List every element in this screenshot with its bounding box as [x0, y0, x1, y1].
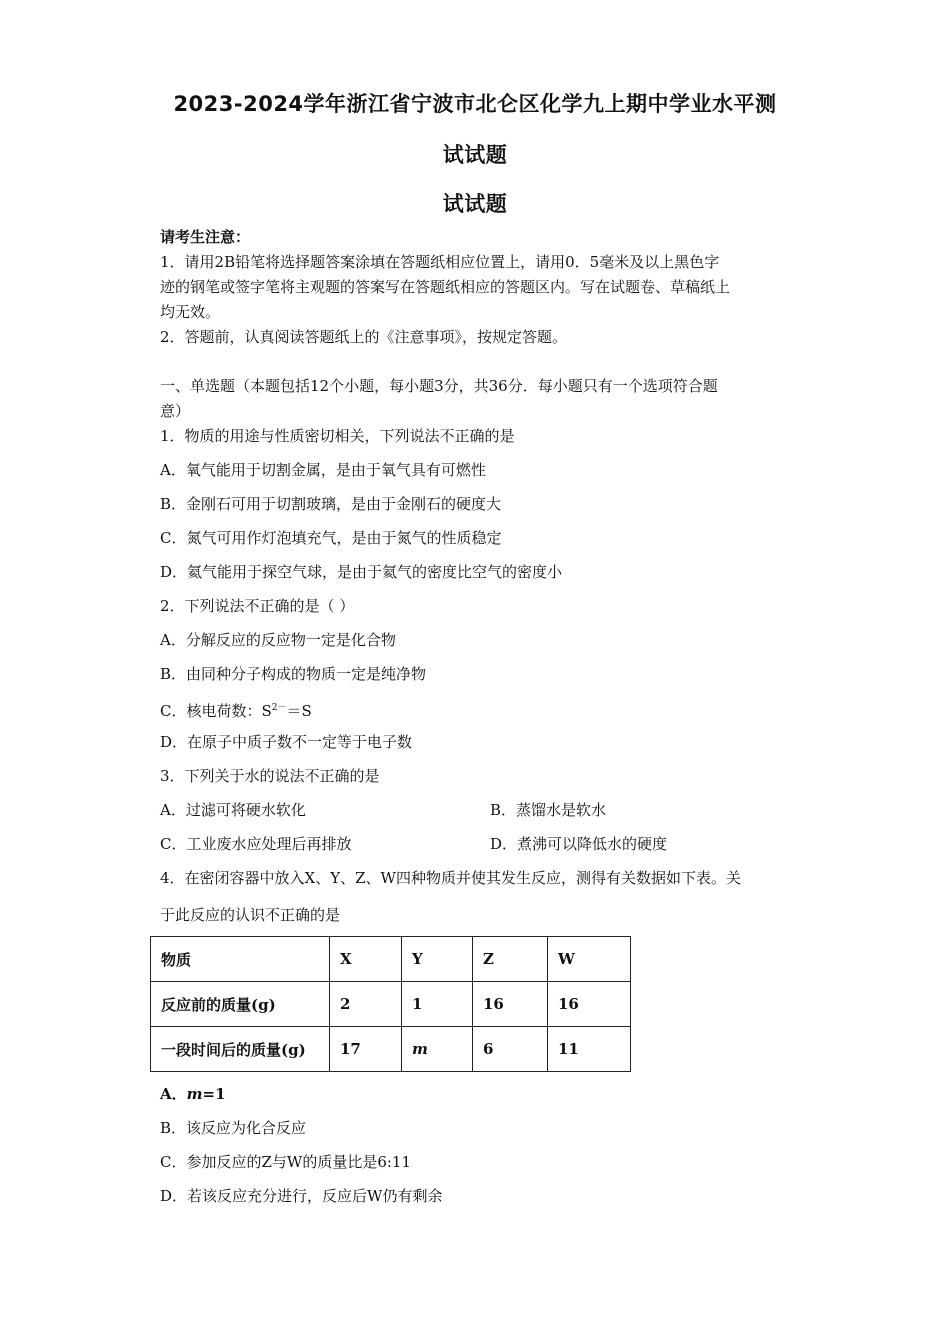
notice-item-1c: 均无效。 [160, 303, 221, 321]
title-line-2: 试试题 [442, 143, 508, 167]
table-cell: 11 [548, 1027, 631, 1072]
q3-option-d: D．煮沸可以降低水的硬度 [490, 835, 668, 853]
table-cell: 16 [473, 982, 548, 1027]
q2-option-d: D．在原子中质子数不一定等于电子数 [160, 733, 413, 751]
q4-option-d: D．若该反应充分进行，反应后W仍有剩余 [160, 1187, 443, 1205]
q1-option-a: A．氧气能用于切割金属，是由于氧气具有可燃性 [160, 461, 486, 479]
table-cell: 16 [548, 982, 631, 1027]
table-cell: 6 [473, 1027, 548, 1072]
table-row [151, 1027, 631, 1072]
q1-option-b: B．金刚石可用于切割玻璃，是由于金刚石的硬度大 [160, 495, 502, 513]
table-cell: 1 [402, 982, 473, 1027]
q3-option-b: B．蒸馏水是软水 [490, 801, 607, 819]
title-line-1: 2023-2024学年浙江省宁波市北仑区化学九上期中学业水平测 [173, 92, 777, 116]
title-line-3: 试试题 [442, 192, 508, 216]
table-cell: m [402, 1027, 473, 1072]
q4-option-a [160, 1084, 226, 1104]
table-cell: 物质 [151, 937, 330, 982]
notice-item-2: 2．答题前，认真阅读答题纸上的《注意事项》，按规定答题。 [160, 328, 568, 346]
q4-option-a-var: m [186, 1085, 203, 1103]
q2-option-c-prefix: C．核电荷数：S [160, 702, 272, 720]
table-cell: W [548, 937, 631, 982]
table-cell: 2 [330, 982, 402, 1027]
table-cell: Y [402, 937, 473, 982]
table-cell: X [330, 937, 402, 982]
q3-option-c: C．工业废水应处理后再排放 [160, 835, 352, 853]
q4-stem-a: 4．在密闭容器中放入X、Y、Z、W四种物质并使其发生反应，测得有关数据如下表。关 [160, 869, 741, 887]
q4-stem-b: 于此反应的认识不正确的是 [160, 906, 341, 924]
q1-stem: 1．物质的用途与性质密切相关，下列说法不正确的是 [160, 427, 515, 445]
q4-option-b: B．该反应为化合反应 [160, 1119, 307, 1137]
table-row [151, 937, 631, 982]
table-cell: 17 [330, 1027, 402, 1072]
q4-option-c: C．参加反应的Z与W的质量比是6:11 [160, 1153, 412, 1171]
table-cell: Z [473, 937, 548, 982]
section-heading-a: 一、单选题（本题包括12个小题，每小题3分，共36分．每小题只有一个选项符合题 [160, 377, 718, 395]
section-heading-b: 意） [160, 402, 191, 420]
q4-data-table [150, 936, 631, 1072]
notice-item-1a: 1．请用2B铅笔将选择题答案涂填在答题纸相应位置上，请用0．5毫米及以上黑色字 [160, 253, 720, 271]
q2-option-c [160, 698, 312, 721]
q4-option-a-prefix: A． [160, 1085, 187, 1103]
q2-option-b: B．由同种分子构成的物质一定是纯净物 [160, 665, 427, 683]
q3-stem: 3．下列关于水的说法不正确的是 [160, 767, 380, 785]
q4-option-a-suffix: =1 [202, 1085, 226, 1103]
table-row [151, 982, 631, 1027]
q1-option-c: C．氮气可用作灯泡填充气，是由于氮气的性质稳定 [160, 529, 502, 547]
notice-item-1b: 迹的钢笔或签字笔将主观题的答案写在答题纸相应的答题区内。写在试题卷、草稿纸上 [160, 278, 731, 296]
q1-option-d: D．氦气能用于探空气球，是由于氦气的密度比空气的密度小 [160, 563, 563, 581]
table-cell: 反应前的质量(g) [151, 982, 330, 1027]
q3-option-a: A．过滤可将硬水软化 [160, 801, 306, 819]
notice-heading: 请考生注意： [160, 228, 251, 246]
table-cell: 一段时间后的质量(g) [151, 1027, 330, 1072]
q2-option-c-suffix: ＝S [286, 702, 312, 720]
q2-option-c-sup: 2－ [271, 703, 287, 713]
q2-stem: 2．下列说法不正确的是（ ） [160, 597, 355, 615]
q2-option-a: A．分解反应的反应物一定是化合物 [160, 631, 396, 649]
